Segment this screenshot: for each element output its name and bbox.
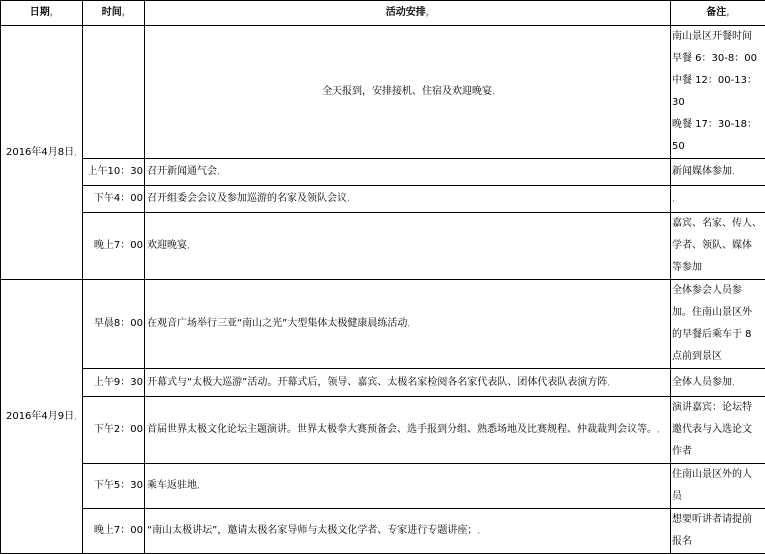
table-row (1, 397, 765, 464)
activity-cell: 全天报到，安排接机、住宿及欢迎晚宴, (145, 26, 671, 159)
note-cell: , (671, 186, 765, 213)
note-cell: 全体人员参加, (671, 369, 765, 397)
note-cell: 想要听讲者请提前 报名 (671, 509, 765, 554)
header-time: 时间, (83, 1, 145, 26)
date-cell: 2016年4月8日, (1, 26, 83, 280)
activity-cell: 乘车返驻地, (145, 464, 671, 509)
time-cell: 上午10：30 (83, 159, 145, 186)
time-cell: 下午4：00 (83, 186, 145, 213)
time-cell: 晚上7：00 (83, 213, 145, 280)
table-row (1, 509, 765, 554)
header-note: 备注, (671, 1, 765, 26)
table-row (1, 186, 765, 213)
table-row (1, 213, 765, 280)
time-cell (83, 26, 145, 159)
activity-cell: 首届世界太极文化论坛主题演讲。世界太极拳大赛预备会、选手报到分组、熟悉场地及比赛规程、仲裁裁判会议等。, (145, 397, 671, 464)
activity-cell: 在观音广场举行三亚“南山之光”大型集体太极健康晨练活动, (145, 280, 671, 369)
date-cell: 2016年4月9日, (1, 280, 83, 554)
table-row (1, 464, 765, 509)
table-row (1, 159, 765, 186)
activity-cell: 开幕式与“太极大巡游”活动。开幕式后，领导、嘉宾、太极名家检阅各名家代表队、团体代表队表演方阵, (145, 369, 671, 397)
time-cell: 下午5：30 (83, 464, 145, 509)
note-cell: 新闻媒体参加, (671, 159, 765, 186)
table-row (1, 369, 765, 397)
table-row (1, 26, 765, 159)
time-cell: 下午2：00 (83, 397, 145, 464)
note-cell: 住南山景区外的人 员 (671, 464, 765, 509)
note-cell: 嘉宾、名家、传人、 学者、领队、媒体 等参加 (671, 213, 765, 280)
activity-cell: 召开组委会会议及参加巡游的名家及领队会议, (145, 186, 671, 213)
table-row (1, 280, 765, 369)
activity-cell: 欢迎晚宴, (145, 213, 671, 280)
time-cell: 上午9：30 (83, 369, 145, 397)
header-date: 日期, (1, 1, 83, 26)
note-cell: 全体参会人员参 加。住南山景区外 的早餐后乘车于 8 点前到景区 (671, 280, 765, 369)
time-cell: 早晨8：00 (83, 280, 145, 369)
note-cell: 演讲嘉宾：论坛特 邀代表与入选论文 作者 (671, 397, 765, 464)
activity-cell: 召开新闻通气会, (145, 159, 671, 186)
activity-cell: “南山太极讲坛”，邀请太极名家导师与太极文化学者、专家进行专题讲座；, (145, 509, 671, 554)
header-row (1, 1, 765, 26)
header-activity: 活动安排, (145, 1, 671, 26)
note-cell: 南山景区开餐时间 早餐 6：30-8：00 中餐 12：00-13： 30 晚餐 17：30-18： 50 (671, 26, 765, 159)
time-cell: 晚上7：00 (83, 509, 145, 554)
